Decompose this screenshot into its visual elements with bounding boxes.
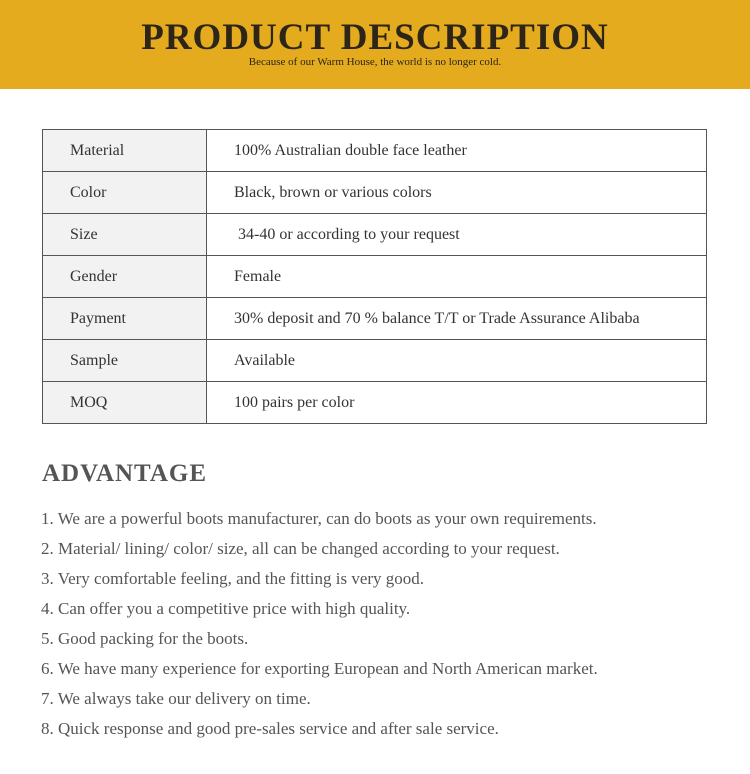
page-subtitle: Because of our Warm House, the world is no longer cold. xyxy=(248,56,502,68)
spec-label: MOQ xyxy=(43,382,207,424)
spec-label: Color xyxy=(43,172,207,214)
spec-value: 34-40 or according to your request xyxy=(207,214,707,256)
spec-table xyxy=(42,129,707,424)
spec-label: Payment xyxy=(43,298,207,340)
list-item: 4. Can offer you a competitive price with high quality. xyxy=(41,599,411,618)
header-banner xyxy=(0,0,750,89)
table-row xyxy=(43,130,707,172)
spec-value: 100 pairs per color xyxy=(207,382,707,424)
page-title: PRODUCT DESCRIPTION xyxy=(141,17,609,58)
spec-value: 30% deposit and 70 % balance T/T or Trade Assurance Alibaba xyxy=(207,298,707,340)
spec-value: Black, brown or various colors xyxy=(207,172,707,214)
list-item: 1. We are a powerful boots manufacturer, can do boots as your own requirements. xyxy=(41,509,597,528)
spec-value: Female xyxy=(207,256,707,298)
spec-value: Available xyxy=(207,340,707,382)
table-row xyxy=(43,340,707,382)
list-item: 6. We have many experience for exporting European and North American market. xyxy=(41,659,598,678)
table-row xyxy=(43,214,707,256)
advantage-heading: ADVANTAGE xyxy=(42,460,208,487)
list-item: 8. Quick response and good pre-sales service and after sale service. xyxy=(41,719,499,738)
list-item: 7. We always take our delivery on time. xyxy=(41,689,311,708)
table-row xyxy=(43,382,707,424)
table-row xyxy=(43,298,707,340)
spec-label: Material xyxy=(43,130,207,172)
spec-label: Sample xyxy=(43,340,207,382)
list-item: 2. Material/ lining/ color/ size, all can be changed according to your request. xyxy=(41,539,560,558)
list-item: 5. Good packing for the boots. xyxy=(41,629,249,648)
table-row xyxy=(43,172,707,214)
advantage-list xyxy=(41,504,598,744)
spec-label: Gender xyxy=(43,256,207,298)
list-item: 3. Very comfortable feeling, and the fitting is very good. xyxy=(41,569,425,588)
spec-value: 100% Australian double face leather xyxy=(207,130,707,172)
spec-label: Size xyxy=(43,214,207,256)
table-row xyxy=(43,256,707,298)
